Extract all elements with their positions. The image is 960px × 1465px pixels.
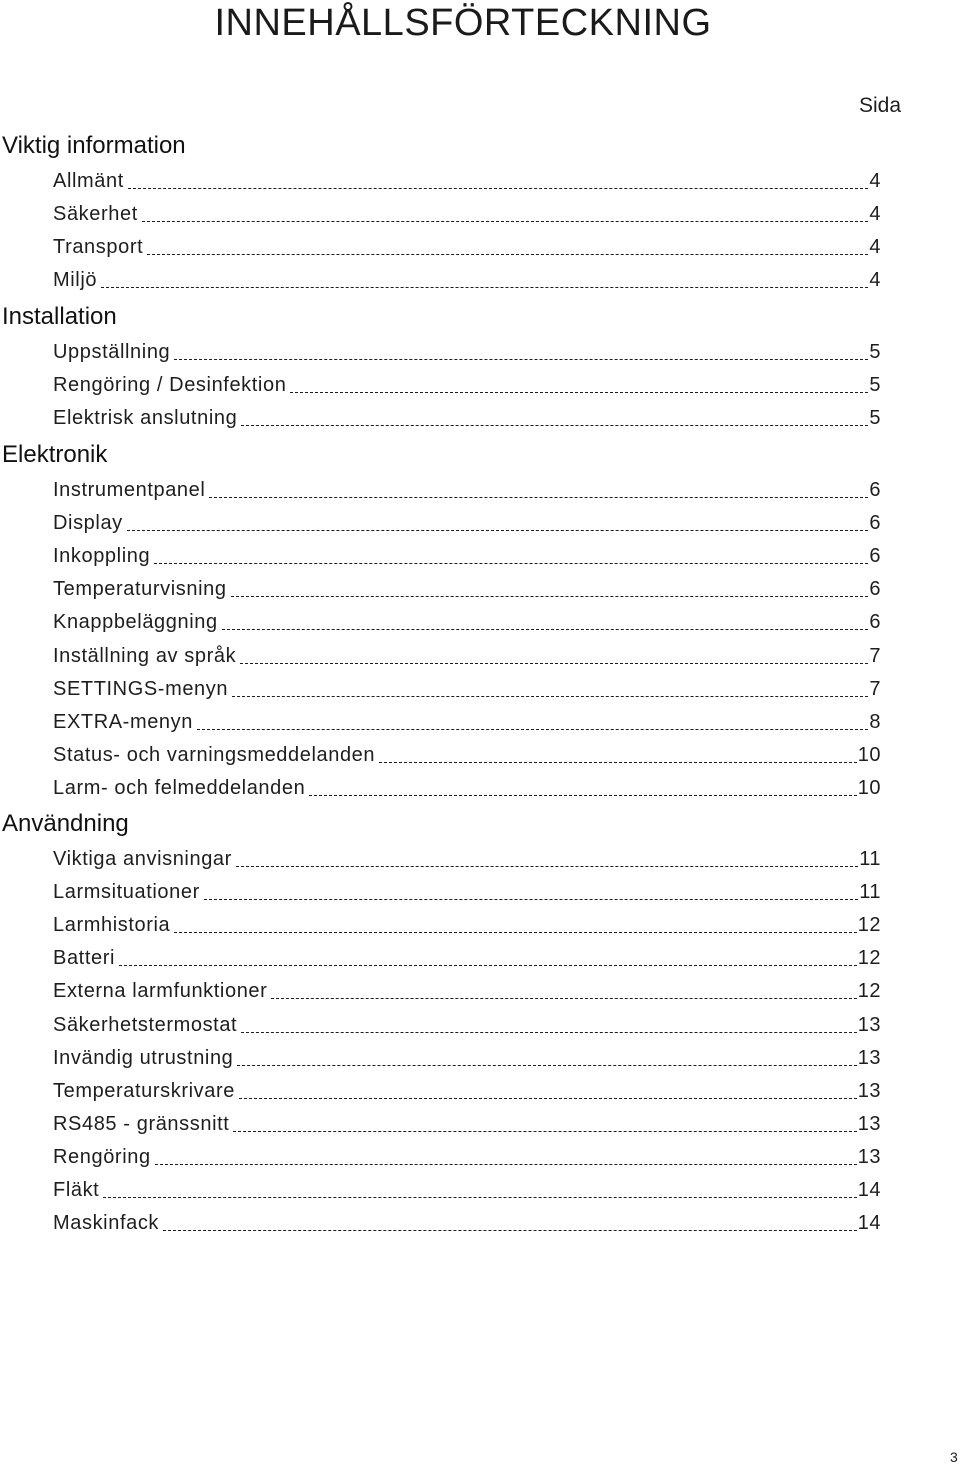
leader-line bbox=[236, 866, 858, 867]
toc-entry[interactable] bbox=[53, 639, 881, 667]
entry-title: Instrumentpanel bbox=[53, 479, 206, 501]
toc-entry[interactable] bbox=[53, 401, 881, 429]
entry-page-number: 4 bbox=[869, 269, 881, 292]
entry-title: Transport bbox=[53, 236, 144, 259]
entry-page-number: 8 bbox=[869, 710, 881, 733]
entry-page-number: 6 bbox=[869, 578, 881, 601]
entry-title: Uppställning bbox=[53, 341, 171, 363]
toc-entry[interactable] bbox=[53, 368, 881, 396]
section-heading: Användning bbox=[2, 810, 129, 837]
leader-line bbox=[174, 359, 868, 360]
toc-entry[interactable] bbox=[53, 605, 881, 633]
entry-title: Inkoppling bbox=[53, 545, 151, 568]
toc-entry[interactable] bbox=[53, 738, 881, 766]
section-heading: Viktig information bbox=[2, 132, 186, 159]
toc-entry[interactable] bbox=[53, 197, 881, 225]
leader-line bbox=[142, 221, 869, 222]
page-column-label: Sida bbox=[859, 94, 902, 117]
entry-title: Säkerhet bbox=[53, 203, 138, 226]
toc-entry[interactable] bbox=[53, 1008, 881, 1036]
leader-line bbox=[119, 965, 857, 966]
entry-page-number: 6 bbox=[869, 512, 881, 535]
entry-page-number: 5 bbox=[869, 374, 881, 397]
entry-page-number: 12 bbox=[857, 947, 881, 970]
entry-page-number: 7 bbox=[869, 677, 881, 700]
toc-entry[interactable] bbox=[53, 263, 881, 291]
leader-line bbox=[233, 1131, 856, 1132]
leader-line bbox=[128, 188, 868, 189]
entry-title: Säkerhetstermostat bbox=[53, 1013, 238, 1036]
toc-entry[interactable] bbox=[53, 1041, 881, 1069]
leader-line bbox=[232, 696, 868, 697]
entry-page-number: 13 bbox=[857, 1079, 881, 1102]
leader-line bbox=[101, 287, 868, 288]
section-heading: Elektronik bbox=[2, 441, 108, 468]
toc-entry[interactable] bbox=[53, 1107, 881, 1135]
entry-title: Maskinfack bbox=[53, 1212, 160, 1235]
entry-title: Fläkt bbox=[53, 1179, 100, 1201]
leader-line bbox=[197, 729, 868, 730]
entry-title: Larmsituationer bbox=[53, 881, 200, 904]
toc-entry[interactable] bbox=[53, 771, 881, 799]
entry-title: Inställning av språk bbox=[53, 644, 237, 667]
entry-page-number: 6 bbox=[869, 479, 881, 501]
entry-title: Rengöring / Desinfektion bbox=[53, 374, 287, 397]
toc-entry[interactable] bbox=[53, 473, 881, 501]
section-heading: Installation bbox=[2, 303, 117, 330]
entry-page-number: 14 bbox=[857, 1179, 881, 1201]
entry-page-number: 6 bbox=[869, 545, 881, 568]
toc-entry[interactable] bbox=[53, 1140, 881, 1168]
entry-page-number: 10 bbox=[857, 743, 881, 766]
entry-title: Display bbox=[53, 512, 123, 535]
leader-line bbox=[241, 425, 868, 426]
leader-line bbox=[290, 392, 868, 393]
entry-page-number: 5 bbox=[869, 341, 881, 363]
toc-entry[interactable] bbox=[53, 506, 881, 534]
entry-title: EXTRA-menyn bbox=[53, 710, 193, 733]
toc-entry[interactable] bbox=[53, 974, 881, 1002]
leader-line bbox=[155, 1164, 857, 1165]
entry-page-number: 13 bbox=[857, 1112, 881, 1135]
entry-page-number: 14 bbox=[857, 1212, 881, 1235]
toc-entry[interactable] bbox=[53, 941, 881, 969]
toc-entry[interactable] bbox=[53, 672, 881, 700]
toc-entry[interactable] bbox=[53, 230, 881, 258]
toc-entry[interactable] bbox=[53, 842, 881, 870]
toc-entry[interactable] bbox=[53, 1206, 881, 1234]
leader-line bbox=[103, 1197, 856, 1198]
entry-title: Knappbeläggning bbox=[53, 611, 218, 634]
toc-entry[interactable] bbox=[53, 539, 881, 567]
toc-entry[interactable] bbox=[53, 1173, 881, 1201]
entry-title: Invändig utrustning bbox=[53, 1046, 234, 1069]
entry-title: Elektrisk anslutning bbox=[53, 407, 238, 430]
entry-title: Larm- och felmeddelanden bbox=[53, 776, 306, 799]
leader-line bbox=[379, 762, 857, 763]
toc-entry[interactable] bbox=[53, 908, 881, 936]
leader-line bbox=[204, 899, 858, 900]
entry-title: Rengöring bbox=[53, 1145, 151, 1168]
leader-line bbox=[154, 563, 868, 564]
leader-line bbox=[127, 530, 869, 531]
page-number: 3 bbox=[950, 1449, 958, 1465]
entry-title: Batteri bbox=[53, 947, 116, 970]
toc-entry[interactable] bbox=[53, 1074, 881, 1102]
entry-title: Larmhistoria bbox=[53, 914, 171, 937]
leader-line bbox=[309, 795, 856, 796]
toc-entry[interactable] bbox=[53, 875, 881, 903]
entry-title: RS485 - gränssnitt bbox=[53, 1112, 230, 1135]
entry-page-number: 11 bbox=[859, 848, 881, 870]
entry-title: Temperaturskrivare bbox=[53, 1079, 235, 1102]
entry-page-number: 5 bbox=[869, 407, 881, 430]
entry-page-number: 13 bbox=[857, 1145, 881, 1168]
leader-line bbox=[271, 998, 856, 999]
entry-title: Status- och varningsmeddelanden bbox=[53, 743, 376, 766]
toc-entry[interactable] bbox=[53, 572, 881, 600]
entry-page-number: 4 bbox=[869, 170, 881, 192]
entry-page-number: 12 bbox=[857, 980, 881, 1003]
leader-line bbox=[241, 1032, 857, 1033]
entry-page-number: 6 bbox=[869, 611, 881, 634]
entry-title: SETTINGS-menyn bbox=[53, 677, 229, 700]
entry-page-number: 4 bbox=[869, 236, 881, 259]
entry-title: Temperaturvisning bbox=[53, 578, 227, 601]
entry-title: Externa larmfunktioner bbox=[53, 980, 268, 1003]
page-title: INNEHÅLLSFÖRTECKNING bbox=[214, 2, 712, 44]
entry-title: Miljö bbox=[53, 269, 98, 292]
leader-line bbox=[231, 596, 869, 597]
entry-page-number: 10 bbox=[857, 776, 881, 799]
toc-entry[interactable] bbox=[53, 705, 881, 733]
entry-title: Allmänt bbox=[53, 170, 124, 192]
leader-line bbox=[147, 254, 868, 255]
entry-page-number: 13 bbox=[857, 1013, 881, 1036]
toc-entry[interactable] bbox=[53, 164, 881, 192]
leader-line bbox=[237, 1065, 856, 1066]
toc-entry[interactable] bbox=[53, 335, 881, 363]
leader-line bbox=[209, 497, 868, 498]
leader-line bbox=[240, 663, 868, 664]
entry-page-number: 4 bbox=[869, 203, 881, 226]
leader-line bbox=[163, 1230, 857, 1231]
leader-line bbox=[239, 1098, 857, 1099]
entry-page-number: 11 bbox=[859, 881, 881, 904]
entry-title: Viktiga anvisningar bbox=[53, 848, 232, 870]
entry-page-number: 13 bbox=[857, 1046, 881, 1069]
leader-line bbox=[222, 629, 869, 630]
leader-line bbox=[174, 932, 857, 933]
entry-page-number: 7 bbox=[869, 644, 881, 667]
entry-page-number: 12 bbox=[857, 914, 881, 937]
